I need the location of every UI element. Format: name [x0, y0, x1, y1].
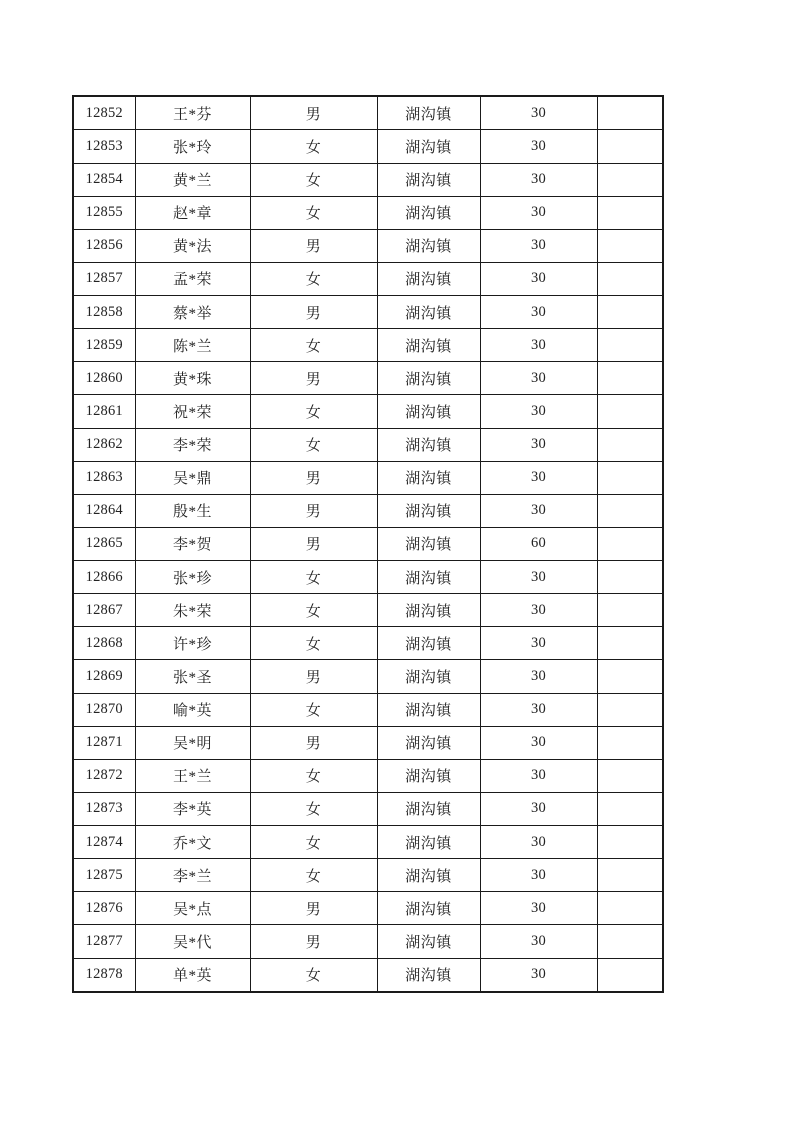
cell-id: 12876 [73, 892, 135, 925]
cell-gender: 女 [250, 130, 377, 163]
cell-gender: 女 [250, 792, 377, 825]
cell-id: 12870 [73, 693, 135, 726]
cell-note [597, 130, 663, 163]
cell-town: 湖沟镇 [377, 96, 480, 130]
cell-name: 乔*文 [135, 826, 250, 859]
table-row [73, 428, 663, 461]
cell-id: 12853 [73, 130, 135, 163]
cell-name: 陈*兰 [135, 329, 250, 362]
cell-note [597, 792, 663, 825]
cell-note [597, 693, 663, 726]
cell-amount: 30 [480, 958, 597, 992]
table-row [73, 925, 663, 958]
cell-name: 许*珍 [135, 627, 250, 660]
cell-amount: 30 [480, 561, 597, 594]
cell-name: 吴*明 [135, 726, 250, 759]
cell-id: 12860 [73, 362, 135, 395]
table-row [73, 627, 663, 660]
cell-gender: 男 [250, 494, 377, 527]
table-row [73, 163, 663, 196]
cell-gender: 女 [250, 859, 377, 892]
cell-town: 湖沟镇 [377, 925, 480, 958]
cell-amount: 30 [480, 329, 597, 362]
table-row [73, 96, 663, 130]
cell-note [597, 925, 663, 958]
table-row [73, 329, 663, 362]
cell-gender: 男 [250, 461, 377, 494]
cell-town: 湖沟镇 [377, 561, 480, 594]
cell-note [597, 892, 663, 925]
cell-town: 湖沟镇 [377, 826, 480, 859]
cell-name: 李*贺 [135, 527, 250, 560]
cell-note [597, 428, 663, 461]
cell-town: 湖沟镇 [377, 892, 480, 925]
cell-amount: 30 [480, 262, 597, 295]
table-row [73, 693, 663, 726]
cell-gender: 女 [250, 329, 377, 362]
cell-amount: 30 [480, 163, 597, 196]
cell-id: 12861 [73, 395, 135, 428]
cell-id: 12863 [73, 461, 135, 494]
table-row [73, 262, 663, 295]
cell-name: 张*玲 [135, 130, 250, 163]
cell-town: 湖沟镇 [377, 130, 480, 163]
cell-name: 孟*荣 [135, 262, 250, 295]
cell-id: 12854 [73, 163, 135, 196]
cell-id: 12856 [73, 229, 135, 262]
cell-amount: 30 [480, 759, 597, 792]
cell-id: 12872 [73, 759, 135, 792]
cell-town: 湖沟镇 [377, 859, 480, 892]
cell-gender: 女 [250, 196, 377, 229]
cell-town: 湖沟镇 [377, 527, 480, 560]
cell-note [597, 826, 663, 859]
table-row [73, 892, 663, 925]
cell-note [597, 759, 663, 792]
cell-gender: 女 [250, 262, 377, 295]
cell-town: 湖沟镇 [377, 262, 480, 295]
cell-amount: 30 [480, 130, 597, 163]
table-row [73, 660, 663, 693]
cell-id: 12878 [73, 958, 135, 992]
cell-amount: 30 [480, 792, 597, 825]
cell-note [597, 958, 663, 992]
cell-amount: 30 [480, 395, 597, 428]
cell-gender: 男 [250, 96, 377, 130]
cell-name: 李*英 [135, 792, 250, 825]
cell-gender: 男 [250, 892, 377, 925]
cell-amount: 30 [480, 96, 597, 130]
cell-gender: 女 [250, 627, 377, 660]
cell-name: 吴*代 [135, 925, 250, 958]
table-row [73, 362, 663, 395]
cell-gender: 男 [250, 925, 377, 958]
table-row [73, 759, 663, 792]
cell-id: 12865 [73, 527, 135, 560]
cell-note [597, 726, 663, 759]
cell-gender: 女 [250, 594, 377, 627]
cell-town: 湖沟镇 [377, 660, 480, 693]
cell-note [597, 594, 663, 627]
cell-amount: 30 [480, 494, 597, 527]
cell-id: 12852 [73, 96, 135, 130]
cell-gender: 女 [250, 958, 377, 992]
cell-amount: 30 [480, 196, 597, 229]
cell-town: 湖沟镇 [377, 296, 480, 329]
cell-town: 湖沟镇 [377, 362, 480, 395]
table-row [73, 527, 663, 560]
cell-note [597, 461, 663, 494]
cell-note [597, 527, 663, 560]
cell-id: 12866 [73, 561, 135, 594]
cell-name: 黄*法 [135, 229, 250, 262]
cell-id: 12859 [73, 329, 135, 362]
cell-name: 殷*生 [135, 494, 250, 527]
cell-gender: 男 [250, 362, 377, 395]
cell-name: 张*圣 [135, 660, 250, 693]
cell-town: 湖沟镇 [377, 428, 480, 461]
cell-name: 祝*荣 [135, 395, 250, 428]
cell-town: 湖沟镇 [377, 958, 480, 992]
cell-town: 湖沟镇 [377, 759, 480, 792]
cell-gender: 女 [250, 561, 377, 594]
cell-note [597, 494, 663, 527]
cell-name: 黄*兰 [135, 163, 250, 196]
cell-gender: 男 [250, 229, 377, 262]
cell-gender: 男 [250, 726, 377, 759]
cell-gender: 女 [250, 826, 377, 859]
table-row [73, 826, 663, 859]
cell-amount: 30 [480, 461, 597, 494]
cell-amount: 30 [480, 726, 597, 759]
cell-name: 张*珍 [135, 561, 250, 594]
table-row [73, 229, 663, 262]
cell-name: 王*兰 [135, 759, 250, 792]
cell-id: 12869 [73, 660, 135, 693]
cell-town: 湖沟镇 [377, 726, 480, 759]
cell-name: 王*芬 [135, 96, 250, 130]
cell-town: 湖沟镇 [377, 627, 480, 660]
cell-amount: 30 [480, 229, 597, 262]
roster-table [72, 95, 664, 993]
cell-gender: 女 [250, 693, 377, 726]
cell-gender: 女 [250, 163, 377, 196]
cell-note [597, 96, 663, 130]
cell-gender: 女 [250, 428, 377, 461]
cell-name: 单*英 [135, 958, 250, 992]
cell-amount: 30 [480, 627, 597, 660]
cell-id: 12858 [73, 296, 135, 329]
cell-id: 12877 [73, 925, 135, 958]
table-row [73, 792, 663, 825]
table-row [73, 561, 663, 594]
cell-gender: 男 [250, 527, 377, 560]
cell-id: 12871 [73, 726, 135, 759]
cell-town: 湖沟镇 [377, 395, 480, 428]
table-row [73, 196, 663, 229]
cell-name: 吴*鼎 [135, 461, 250, 494]
cell-gender: 男 [250, 660, 377, 693]
cell-gender: 女 [250, 395, 377, 428]
roster-table-body [73, 96, 663, 992]
cell-name: 赵*章 [135, 196, 250, 229]
cell-id: 12857 [73, 262, 135, 295]
cell-name: 黄*珠 [135, 362, 250, 395]
table-row [73, 296, 663, 329]
cell-town: 湖沟镇 [377, 461, 480, 494]
table-row [73, 395, 663, 428]
cell-amount: 30 [480, 925, 597, 958]
cell-id: 12875 [73, 859, 135, 892]
cell-name: 李*荣 [135, 428, 250, 461]
cell-note [597, 561, 663, 594]
cell-name: 蔡*举 [135, 296, 250, 329]
cell-amount: 30 [480, 693, 597, 726]
cell-town: 湖沟镇 [377, 693, 480, 726]
cell-amount: 30 [480, 296, 597, 329]
table-row [73, 494, 663, 527]
cell-note [597, 660, 663, 693]
cell-town: 湖沟镇 [377, 163, 480, 196]
cell-id: 12868 [73, 627, 135, 660]
table-row [73, 859, 663, 892]
cell-note [597, 262, 663, 295]
cell-amount: 60 [480, 527, 597, 560]
cell-note [597, 229, 663, 262]
table-row [73, 130, 663, 163]
cell-amount: 30 [480, 362, 597, 395]
cell-town: 湖沟镇 [377, 594, 480, 627]
table-row [73, 726, 663, 759]
cell-note [597, 196, 663, 229]
cell-name: 喻*英 [135, 693, 250, 726]
cell-id: 12862 [73, 428, 135, 461]
cell-amount: 30 [480, 826, 597, 859]
cell-amount: 30 [480, 892, 597, 925]
cell-amount: 30 [480, 660, 597, 693]
cell-note [597, 329, 663, 362]
cell-note [597, 362, 663, 395]
cell-note [597, 296, 663, 329]
cell-note [597, 859, 663, 892]
cell-name: 吴*点 [135, 892, 250, 925]
cell-name: 朱*荣 [135, 594, 250, 627]
cell-note [597, 163, 663, 196]
cell-town: 湖沟镇 [377, 329, 480, 362]
table-row [73, 594, 663, 627]
table-row [73, 461, 663, 494]
cell-id: 12873 [73, 792, 135, 825]
cell-town: 湖沟镇 [377, 494, 480, 527]
cell-gender: 女 [250, 759, 377, 792]
table-row [73, 958, 663, 992]
cell-gender: 男 [250, 296, 377, 329]
cell-note [597, 395, 663, 428]
cell-id: 12874 [73, 826, 135, 859]
cell-town: 湖沟镇 [377, 196, 480, 229]
cell-id: 12867 [73, 594, 135, 627]
cell-id: 12864 [73, 494, 135, 527]
cell-amount: 30 [480, 428, 597, 461]
cell-town: 湖沟镇 [377, 229, 480, 262]
cell-name: 李*兰 [135, 859, 250, 892]
cell-town: 湖沟镇 [377, 792, 480, 825]
cell-id: 12855 [73, 196, 135, 229]
cell-amount: 30 [480, 859, 597, 892]
cell-note [597, 627, 663, 660]
cell-amount: 30 [480, 594, 597, 627]
